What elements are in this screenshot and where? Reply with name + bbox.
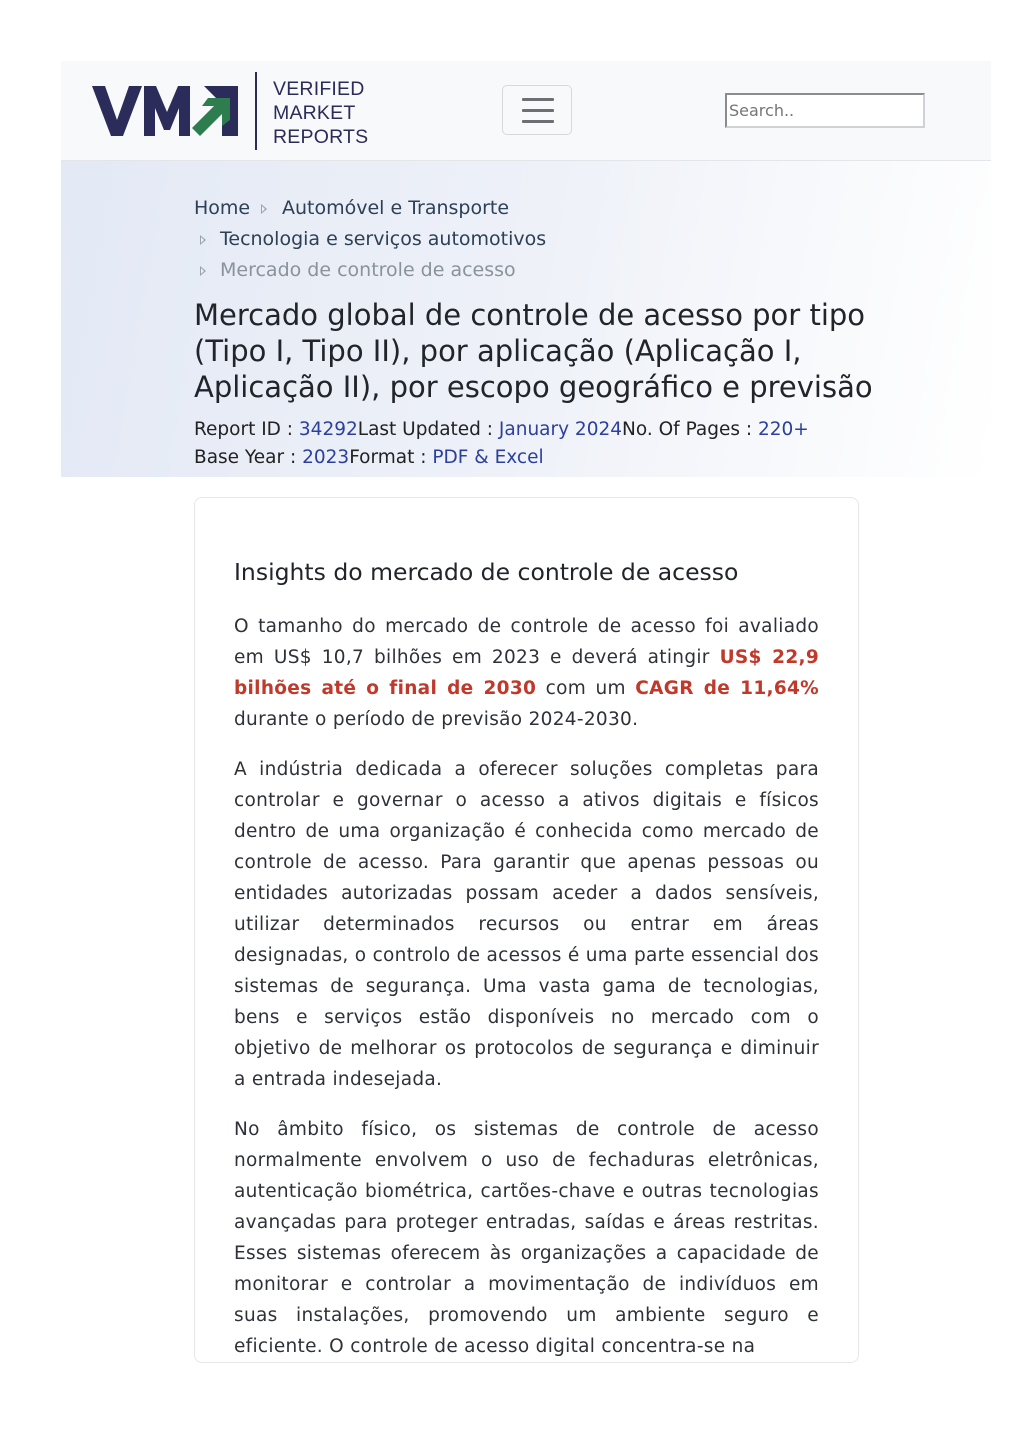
highlight-cagr: CAGR de 11,64% — [635, 678, 820, 699]
report-hero — [61, 161, 991, 477]
last-updated-value: January 2024 — [498, 419, 623, 440]
paragraph-physical-systems: No âmbito físico, os sistemas de controle de acesso normalmente envolvem o uso de fechaduras eletrônicas, autenticação biométrica, cartões-chave e outras tecnologias avançadas para proteger entradas, saídas e áreas restritas. Esses sistemas oferecem às organizações a capacidade de monitorar e controlar a movimentação de indivíduos em suas instalações, promovendo um ambiente seguro e eficiente. O controle de acesso digital concentra-se na — [234, 1119, 819, 1357]
menu-toggle-button[interactable] — [502, 85, 572, 135]
pages-label: No. Of Pages : — [622, 419, 758, 440]
logo-wordmark[interactable] — [273, 77, 368, 149]
p1-text-c: durante o período de previsão 2024-2030. — [234, 709, 639, 730]
last-updated-label: Last Updated : — [357, 419, 499, 440]
search-input[interactable] — [725, 93, 925, 128]
p1-text-b: com um — [536, 678, 636, 699]
chevron-right-icon — [261, 204, 267, 214]
logo-line-3: REPORTS — [273, 126, 369, 148]
chevron-right-icon — [200, 266, 206, 276]
pages-value: 220+ — [758, 419, 809, 440]
section-heading: Insights do mercado de controle de acesso — [234, 558, 739, 586]
site-header — [61, 61, 991, 161]
report-meta-row-1 — [194, 419, 809, 440]
report-id-label: Report ID : — [194, 419, 299, 440]
hamburger-icon — [522, 109, 554, 112]
breadcrumb-automotive[interactable]: Automóvel e Transporte — [282, 197, 510, 219]
breadcrumb-automotive-tech[interactable]: Tecnologia e serviços automotivos — [220, 228, 547, 250]
breadcrumb-home[interactable]: Home — [194, 197, 251, 219]
paragraph-industry-definition: A indústria dedicada a oferecer soluções completas para controlar e governar o acesso a ativos digitais e físicos dentro de uma organização é conhecida como mercado de controle de acesso. Para garantir que apenas pessoas ou entidades autorizadas possam aceder a dados sensíveis, utilizar determinados recursos ou entrar em áreas designadas, o controlo de acessos é uma parte essencial dos sistemas de segurança. Uma vasta gama de tecnologias, bens e serviços estão disponíveis no mercado com o objetivo de melhorar os protocolos de segurança e diminuir a entrada indesejada. — [234, 759, 819, 1090]
report-content-card — [194, 497, 859, 1363]
p1-text-a: O tamanho do mercado de controle de acesso foi avaliado em US$ 10,7 bilhões em 2023 e deverá atingir — [234, 616, 819, 668]
logo-line-2: MARKET — [273, 102, 356, 124]
hamburger-icon — [522, 98, 554, 101]
breadcrumb-current: Mercado de controle de acesso — [220, 259, 516, 281]
logo-divider — [255, 72, 257, 150]
chevron-right-icon — [200, 235, 206, 245]
report-meta-row-2 — [194, 447, 544, 468]
logo-line-1: VERIFIED — [273, 78, 365, 100]
base-year-label: Base Year : — [194, 447, 303, 468]
report-id-value: 34292 — [298, 419, 358, 440]
format-label: Format : — [349, 447, 433, 468]
page-title: Mercado global de controle de acesso por tipo (Tipo I, Tipo II), por aplicação (Aplicação I, Aplicação II), por escopo geográfico e previsão — [194, 298, 873, 404]
highlight-forecast-value: US$ 22,9 bilhões até o final de 2030 — [234, 647, 819, 699]
hamburger-icon — [522, 120, 554, 123]
paragraph-market-size — [234, 611, 819, 735]
vmr-logo-icon[interactable] — [92, 86, 238, 136]
format-value: PDF & Excel — [432, 447, 544, 468]
base-year-value: 2023 — [302, 447, 350, 468]
